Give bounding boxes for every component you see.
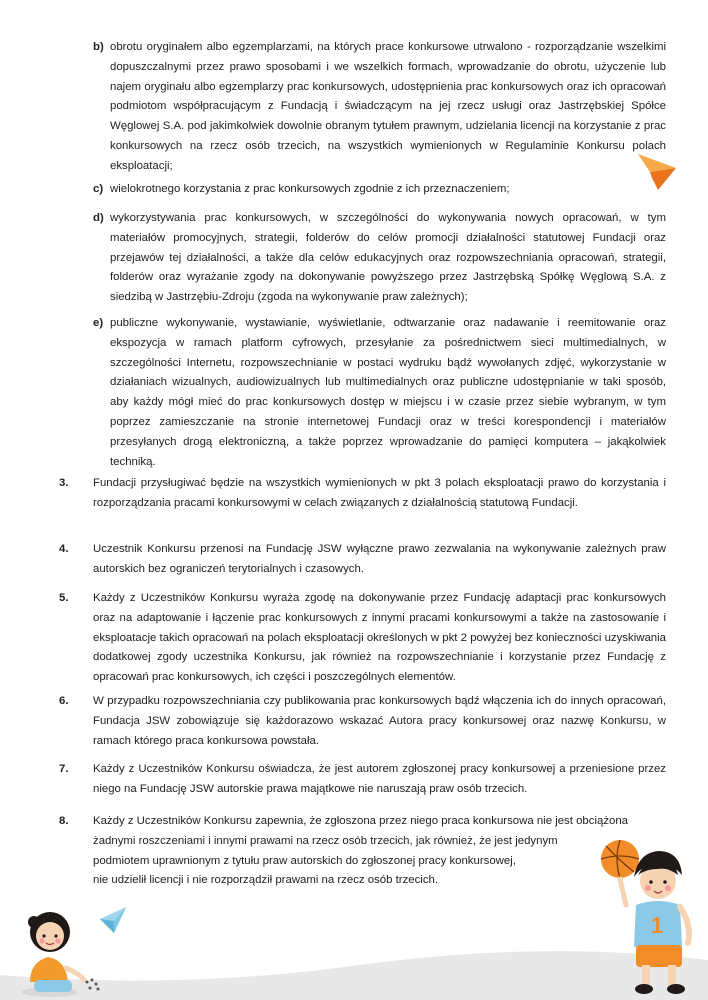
item-text-line: podmiotem uprawnionym z tytułu praw autorskich do zgłoszonej pracy konkursowej, — [93, 854, 516, 867]
item-number: 3. — [59, 477, 69, 489]
list-item-d — [93, 209, 666, 308]
item-number: 5. — [59, 592, 69, 604]
item-number: 6. — [59, 695, 69, 707]
item-text: wykorzystywania prac konkursowych, w szczególności do wykonywania nowych opracowań, w tym materiałów promocyjnych, strategii, folderów do celów promocji działalności statutowej Fundacji oraz przejawów tej działalności, a także dla celów edukacyjnych oraz rozpowszechniania opracowań, strategii, folderów oraz wyrażanie zgody na dokonywanie powyższego przez Jastrzębską Spółkę Węglową S.A. z siedzibą w Jastrzębiu-Zdroju (zgoda na wykonywanie praw zależnych); — [110, 212, 666, 304]
boy-basketball-illustration — [598, 835, 698, 997]
list-item-3 — [59, 474, 666, 514]
girl-illustration — [20, 902, 105, 997]
item-text-line: Każdy z Uczestników Konkursu zapewnia, że zgłoszona przez niego praca konkursowa nie jest obciążona — [93, 815, 629, 827]
item-text: publiczne wykonywanie, wystawianie, wyświetlanie, odtwarzanie oraz nadawanie i reemitowanie oraz ekspozycja w ramach platform cyfrowych, przesyłanie za pośrednictwem sieci multimedialnych, w szczególności Internetu, rozpowszechnianie w postaci wydruku bądź wywołanych zdjęć, wykorzystanie w działaniach wizualnych, audiowizualnych lub multimedialnych oraz publiczne udostępnianie w taki sposób, aby każdy mógł mieć do prac konkursowych dostęp w miejscu i w czasie przez siebie wybranym, w tym poprzez zamieszczanie na stronie internetowej Fundacji oraz w treści korespondencji i materiałów przesyłanych drogą elektroniczną, a także poprzez wprowadzanie do pamięci komputera – jakąkolwiek techniką. — [110, 317, 666, 468]
item-text-line: żadnymi roszczeniami i innymi prawami na rzecz osób trzecich, jak również, że jest jedynym — [93, 834, 558, 847]
item-text-line: nie udzielił licencji i nie rozporządził prawami na rzecz osób trzecich. — [93, 874, 439, 887]
item-number: 7. — [59, 763, 69, 775]
item-label: c) — [93, 183, 104, 195]
item-text: Każdy z Uczestników Konkursu wyraża zgodę na dokonywanie przez Fundację adaptacji prac konkursowych oraz na adaptowanie i łączenie prac konkursowych z innymi pracami konkursowymi a także na zastosowanie i eksploatacje takich opracowań na polach eksploatacji określonych w pkt 2 powyżej bez konieczności uzyskiwania dodatkowej zgody uczestnika Konkursu, jak również na rozpowszechnianie i korzystanie przez Fundację z opracowań prac konkursowych, ich części i poszczególnych elementów. — [93, 592, 666, 684]
list-item-6 — [59, 692, 666, 751]
item-text: wielokrotnego korzystania z prac konkursowych zgodnie z ich przeznaczeniem; — [110, 183, 510, 195]
item-text: obrotu oryginałem albo egzemplarzami, na których prace konkursowe utrwalono - rozporządzanie wszelkimi dopuszczalnymi przez prawo sposobami i we wszelkich formach, wprowadzanie do obrotu, użyczenie lub najem oryginału albo egzemplarzy prac konkursowych, udostępnienia prac konkursowych oraz ich opracowań podmiotom współpracującym z Fundacją i świadczącym na jej rzecz usługi oraz Jastrzębskiej Spółce Węglowej S.A. pod jakimkolwiek dowolnie obranym tytułem prawnym, udzielania licencji na korzystanie z prac konkursowych na rzecz osób trzecich, na wszystkich wymienionych w Regulaminie Konkursu polach eksploatacji; — [110, 41, 666, 172]
list-item-8 — [59, 812, 666, 891]
item-number: 4. — [59, 543, 69, 555]
list-item-4 — [59, 540, 666, 580]
item-label: e) — [93, 317, 104, 329]
paper-plane-orange-icon — [636, 150, 678, 192]
list-item-7 — [59, 760, 666, 800]
item-text: Fundacji przysługiwać będzie na wszystkich wymienionych w pkt 3 polach eksploatacji prawo do korzystania i rozporządzania pracami konkursowymi w celach związanych z działalnością statutową Fundacji. — [93, 477, 666, 509]
item-number: 8. — [59, 815, 69, 827]
svg-text:1: 1 — [651, 913, 664, 938]
list-item-c — [93, 180, 666, 200]
item-label: b) — [93, 41, 104, 53]
item-text: W przypadku rozpowszechniania czy publikowania prac konkursowych bądź włączenia ich do innych opracowań, Fundacja JSW zobowiązuje się każdorazowo wskazać Autora pracy konkursowej oraz nazwę Konkursu, w ramach którego praca konkursowa powstała. — [93, 695, 666, 747]
item-label: d) — [93, 212, 104, 224]
item-text: Uczestnik Konkursu przenosi na Fundację JSW wyłączne prawo zezwalania na wykonywanie zależnych praw autorskich bez ograniczeń terytorialnych i czasowych. — [93, 543, 666, 575]
item-text: Każdy z Uczestników Konkursu oświadcza, że jest autorem zgłoszonej pracy konkursowej a przeniesione przez niego na Fundację JSW autorskie prawa majątkowe nie naruszają praw osób trzecich. — [93, 763, 666, 795]
list-item-5 — [59, 589, 666, 688]
list-item-e — [93, 314, 666, 472]
list-item-b — [93, 38, 666, 177]
